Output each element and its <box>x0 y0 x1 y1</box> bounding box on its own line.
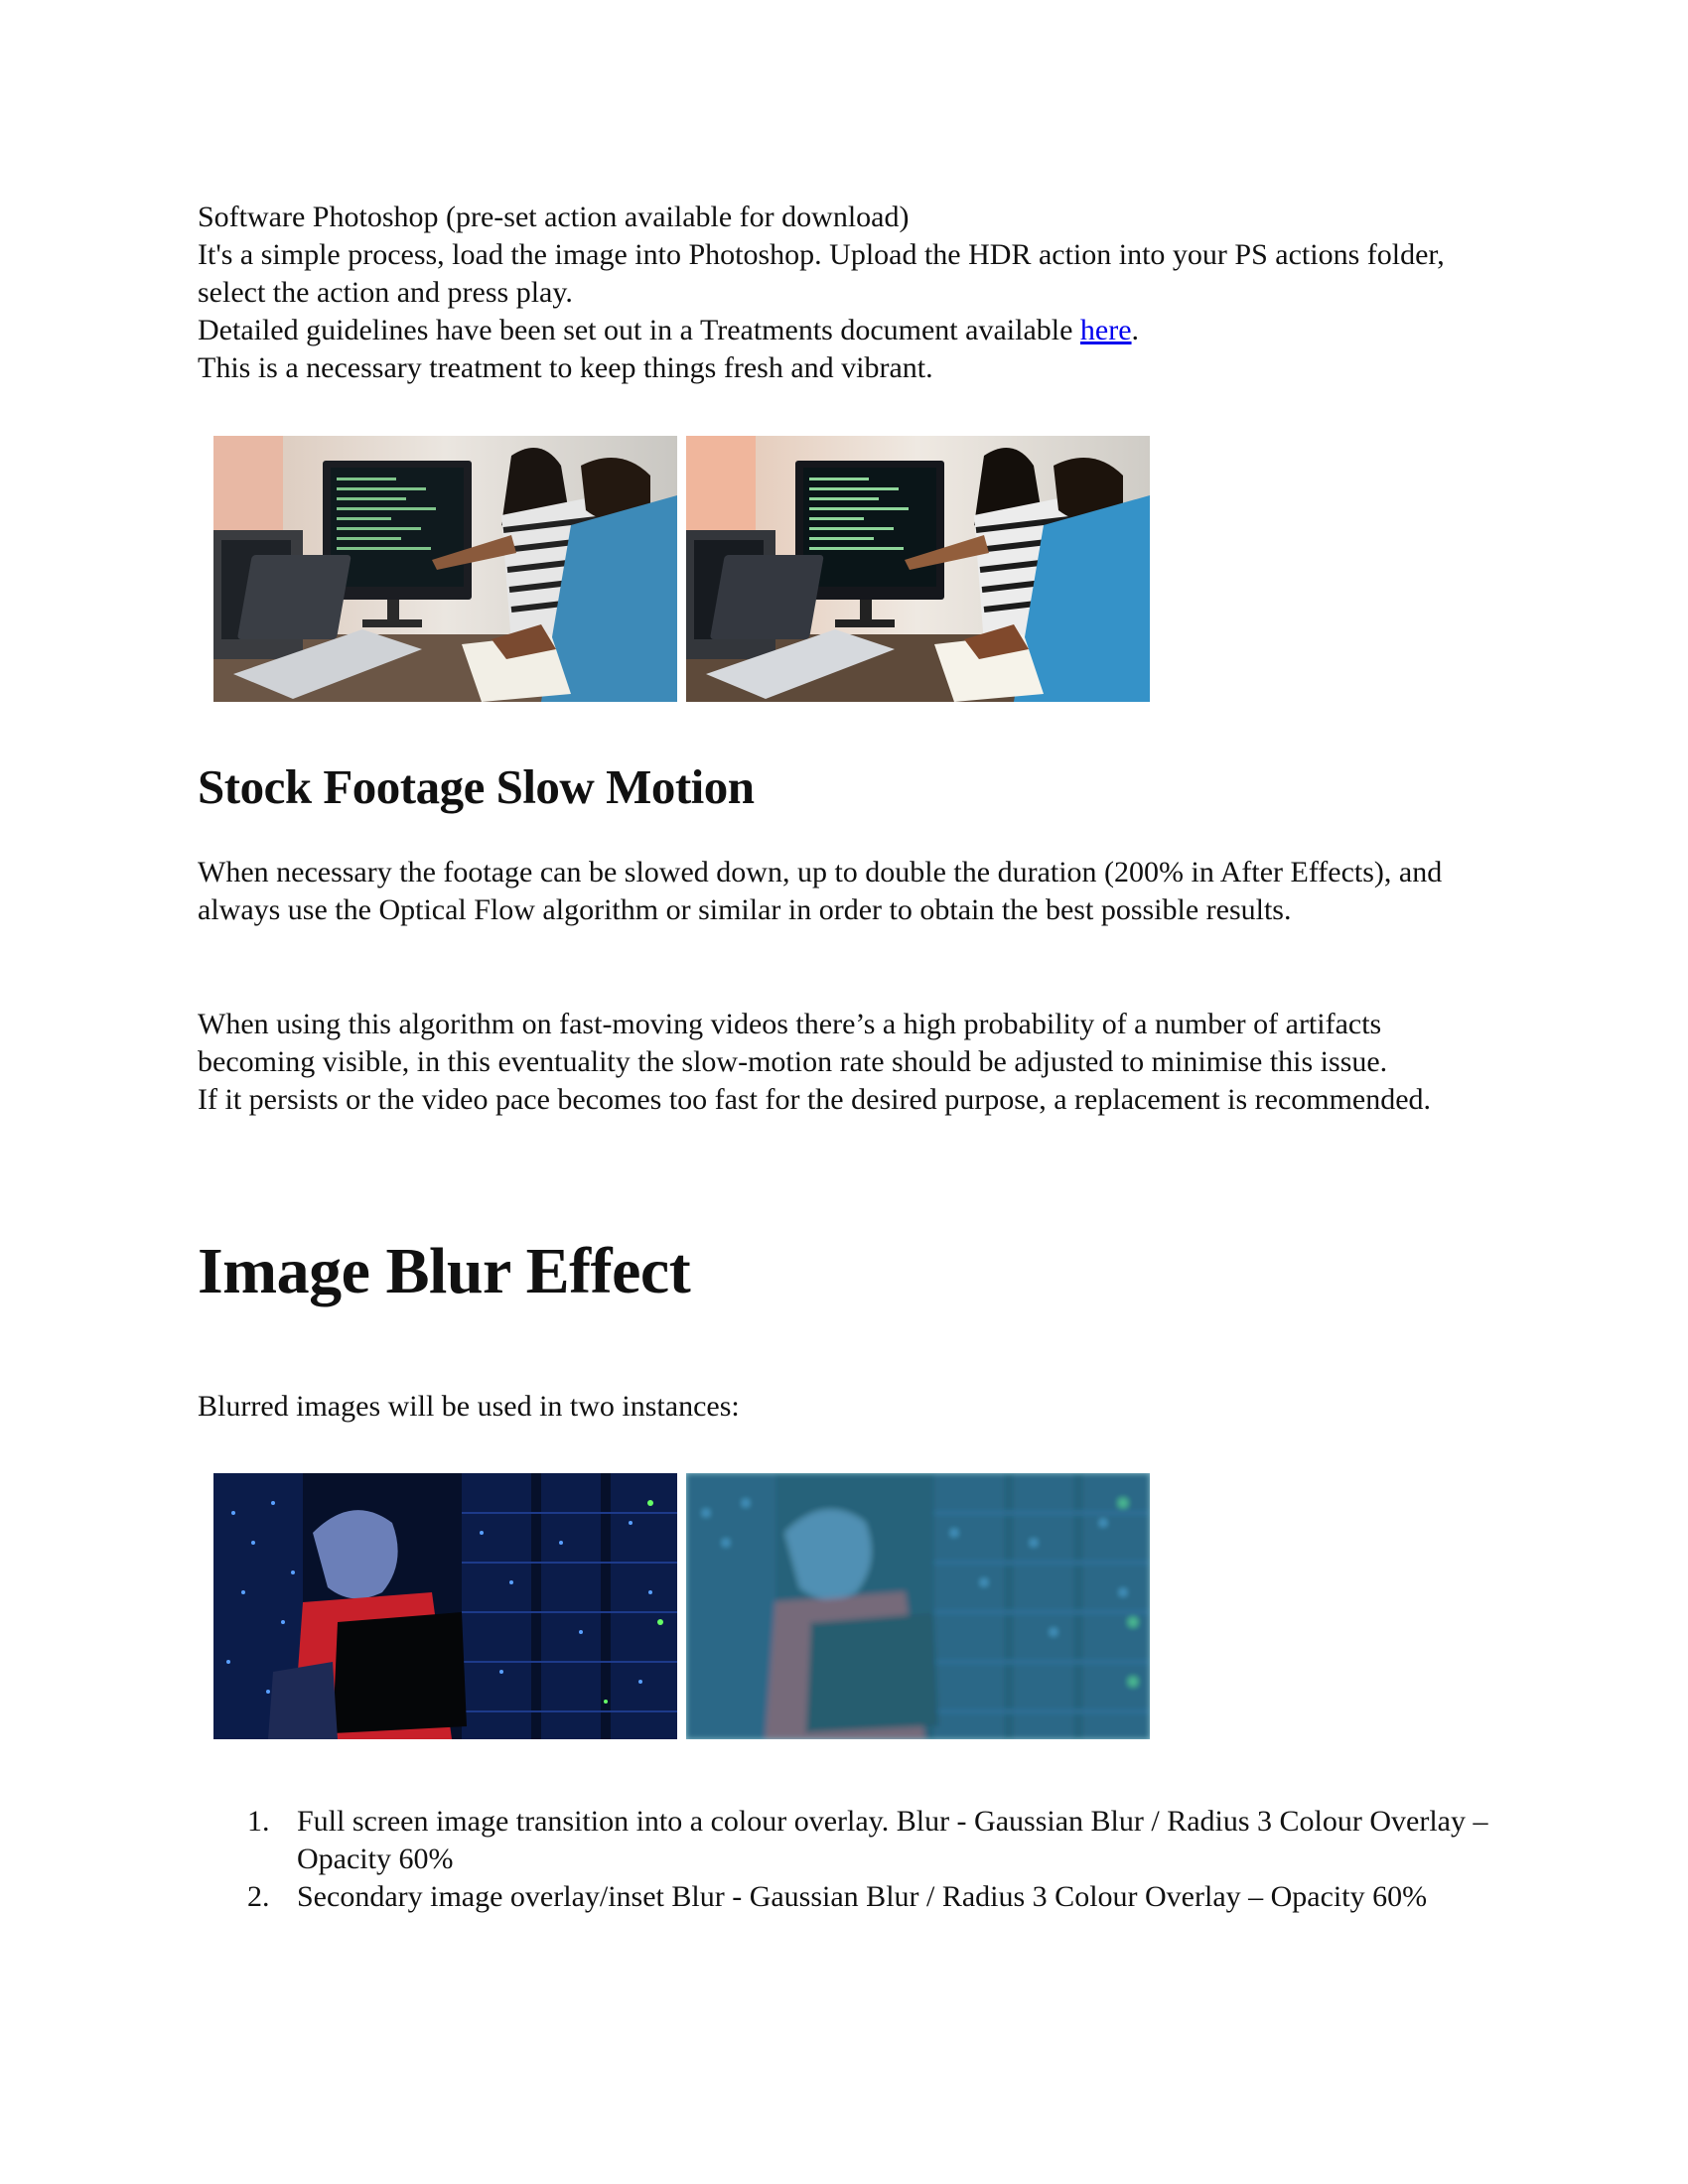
guidelines-text: Detailed guidelines have been set out in a Treatments document available <box>198 314 1080 346</box>
office-photo-hdr <box>686 436 1150 702</box>
list-item-text: Secondary image overlay/inset Blur - Gaussian Blur / Radius 3 Colour Overlay – Opacity 60% <box>297 1880 1428 1913</box>
blur-intro <box>198 1388 1498 1426</box>
blur-effect-heading: Image Blur Effect <box>198 1235 691 1307</box>
slow-motion-paragraph-2: When using this algorithm on fast-moving videos there’s a high probability of a number of artifacts becoming visible, in this eventuality the slow-motion rate should be adjusted to minimise this issue. <box>198 1008 1388 1078</box>
list-item-number: 2. <box>247 1880 270 1913</box>
intro-line-guidelines <box>198 312 1498 349</box>
blur-instances-list <box>198 1803 1498 1916</box>
server-room-photo-blurred <box>686 1473 1150 1739</box>
slow-motion-paragraph-1: When necessary the footage can be slowed down, up to double the duration (200% in After Effects), and always use the Optical Flow algorithm or similar in order to obtain the best possible results. <box>198 856 1443 926</box>
office-photo-original-graphic <box>213 436 677 702</box>
intro-text <box>198 199 1498 387</box>
intro-line-software: Software Photoshop (pre-set action available for download) <box>198 201 910 233</box>
list-item-number: 1. <box>247 1805 270 1838</box>
blur-comparison-images <box>213 1473 1157 1739</box>
server-room-photo-original-graphic <box>213 1473 677 1739</box>
guidelines-period: . <box>1131 314 1140 346</box>
server-room-photo-blurred-graphic <box>686 1473 1150 1739</box>
office-photo-hdr-graphic <box>686 436 1150 702</box>
slow-motion-paragraph-3: If it persists or the video pace becomes too fast for the desired purpose, a replacement is recommended. <box>198 1083 1432 1116</box>
office-photo-original <box>213 436 677 702</box>
list-item-text: Full screen image transition into a colour overlay. Blur - Gaussian Blur / Radius 3 Colour Overlay – Opacity 60% <box>297 1805 1488 1875</box>
colour-overlay <box>686 1473 1150 1739</box>
intro-line-necessary: This is a necessary treatment to keep things fresh and vibrant. <box>198 351 933 384</box>
treatments-document-link[interactable]: here <box>1079 314 1132 346</box>
slow-motion-body-2 <box>198 1006 1498 1119</box>
list-item <box>198 1878 1498 1916</box>
hdr-comparison-images <box>213 436 1157 702</box>
slow-motion-body <box>198 854 1498 929</box>
server-room-photo-original <box>213 1473 677 1739</box>
slow-motion-heading: Stock Footage Slow Motion <box>198 759 755 814</box>
intro-line-process: It's a simple process, load the image into Photoshop. Upload the HDR action into your PS actions folder, select the action and press play. <box>198 238 1445 309</box>
list-item <box>198 1803 1498 1878</box>
blur-intro-text: Blurred images will be used in two instances: <box>198 1390 740 1423</box>
